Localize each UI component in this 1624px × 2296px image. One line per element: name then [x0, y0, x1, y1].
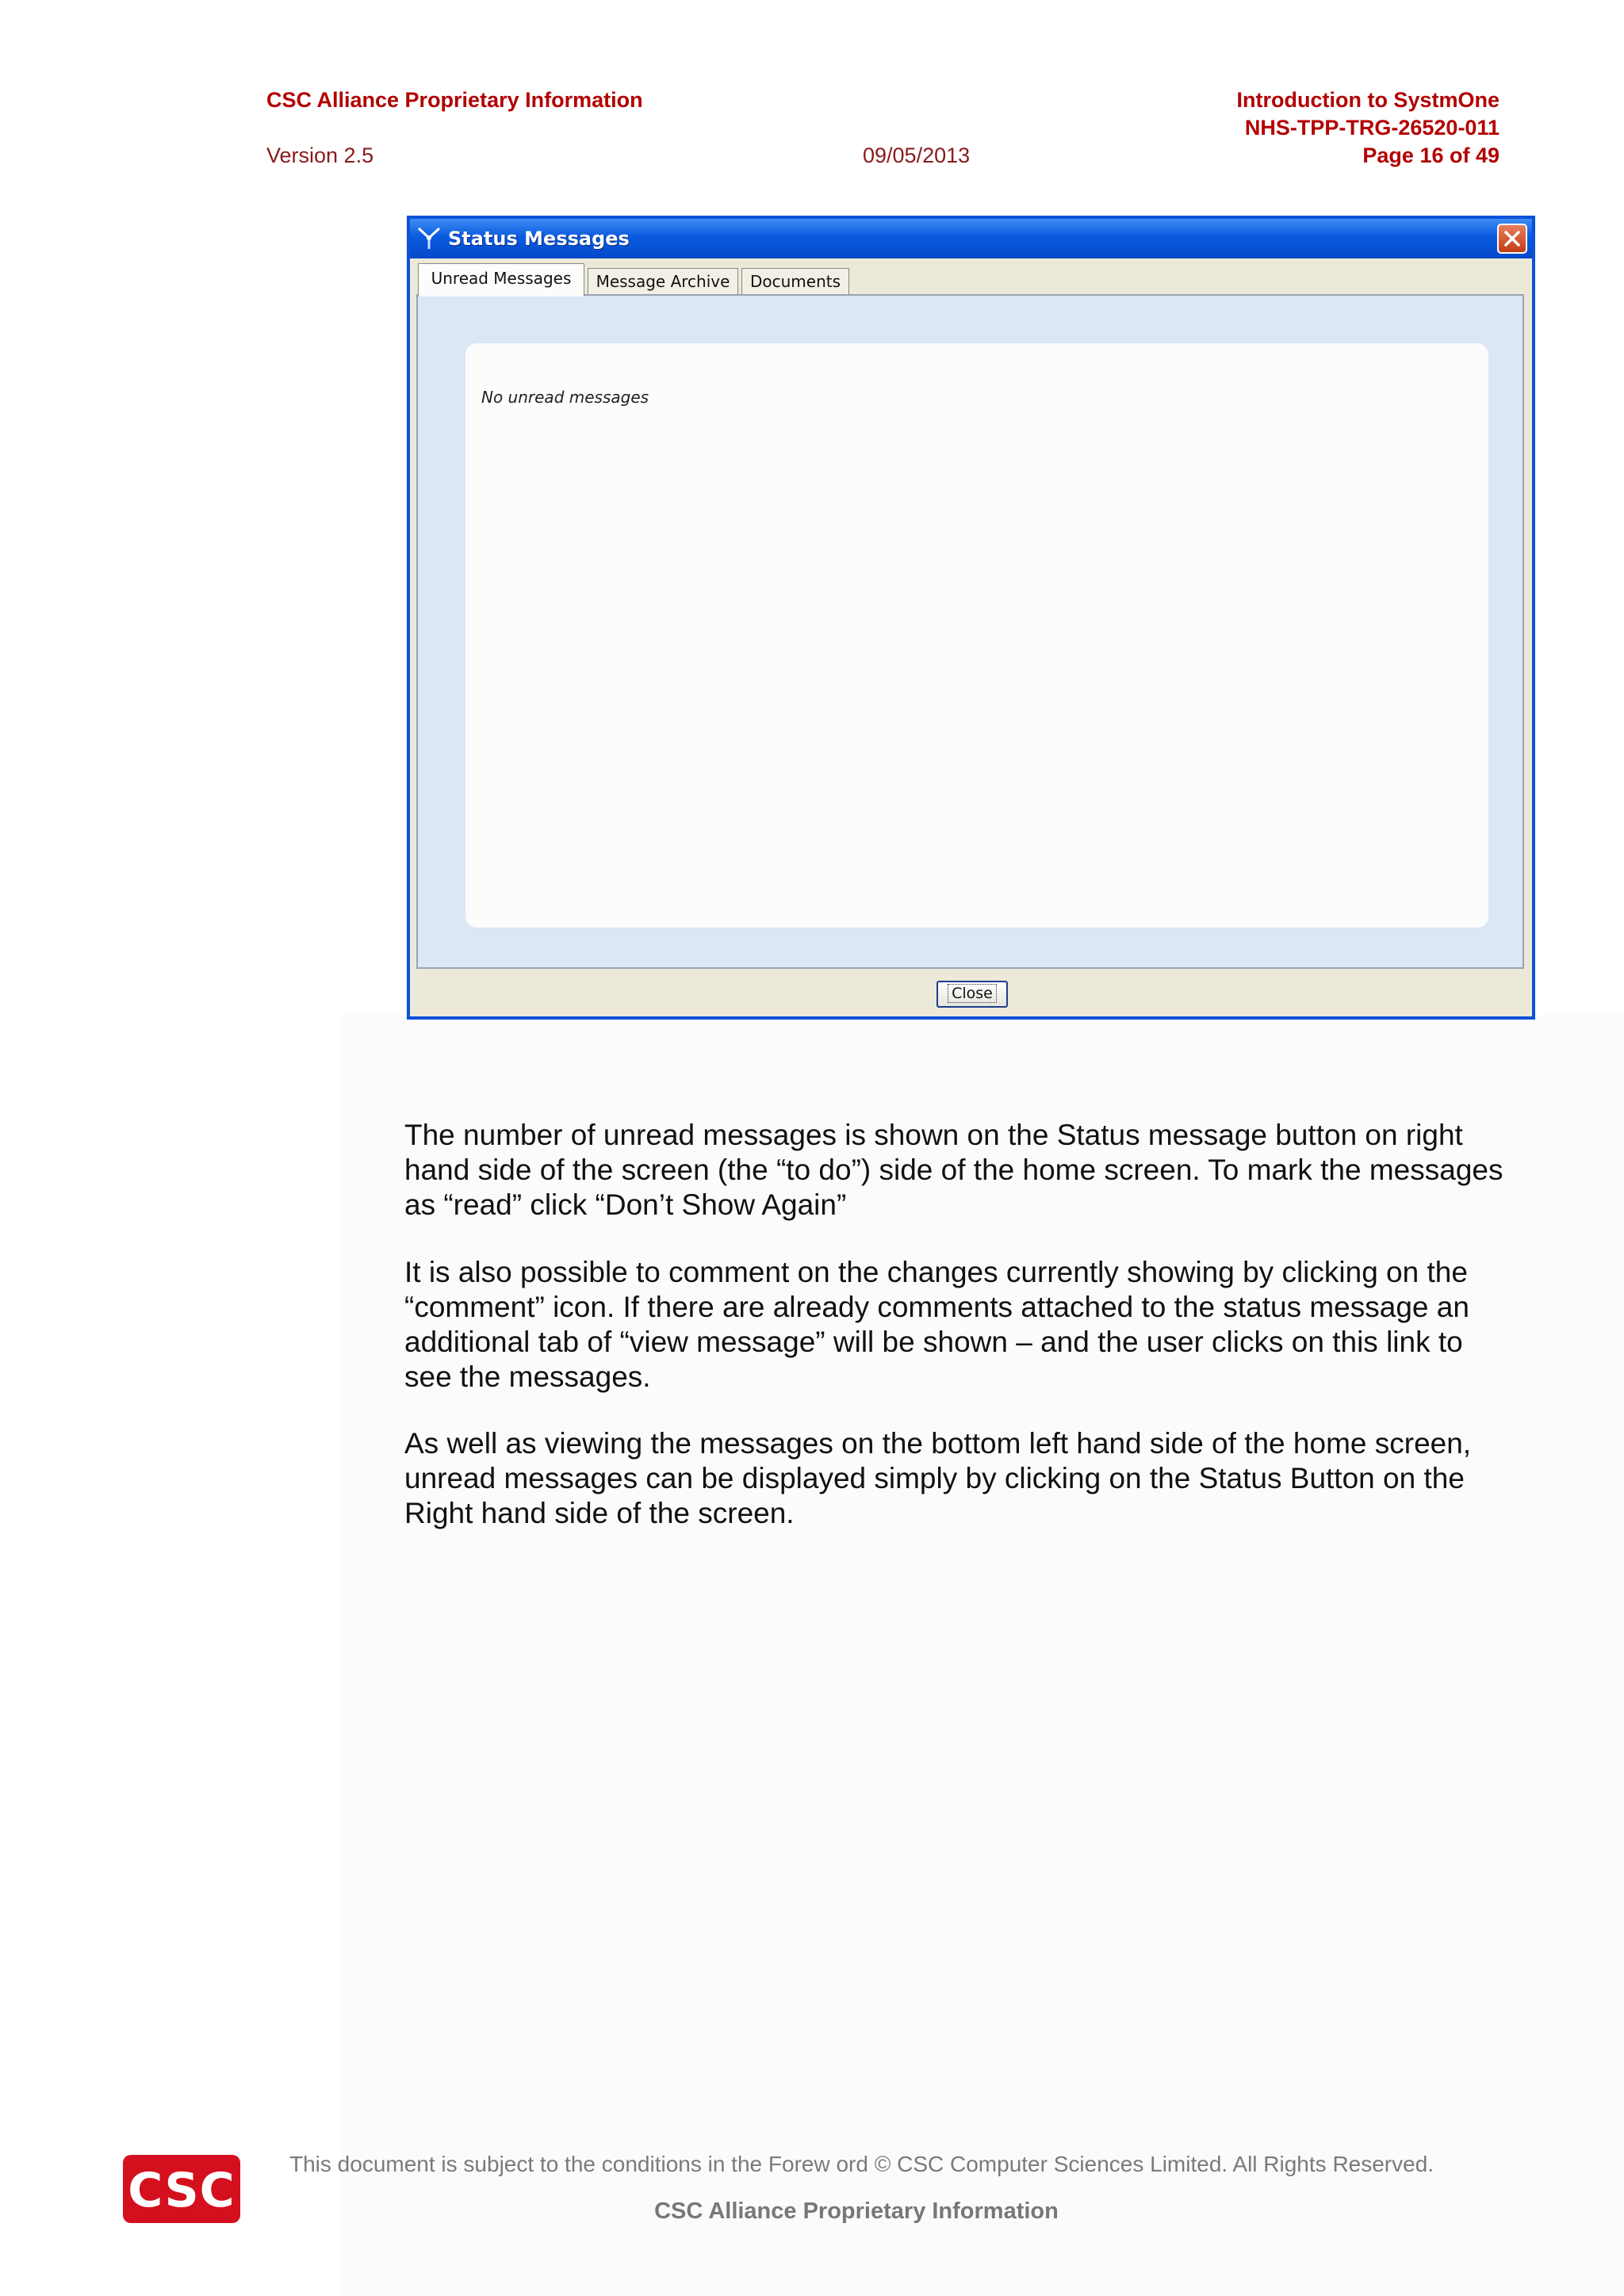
footer-notice: This document is subject to the conditions in the Forew ord © CSC Computer Sciences Limited. All Rights Reserved. [289, 2152, 1434, 2176]
paragraph: The number of unread messages is shown on the Status message button on right hand side of the screen (the “to do”) side of the home screen. To mark the messages as “read” click “Don’t Show Again” [404, 1119, 1503, 1221]
paragraph: As well as viewing the messages on the bottom left hand side of the home screen, unread messages can be displayed simply by clicking on the Status Button on the Right hand side of the screen. [404, 1427, 1472, 1529]
close-button[interactable] [936, 981, 1008, 1008]
status-messages-window [407, 216, 1535, 1020]
header-date: 09/05/2013 [863, 144, 971, 167]
header-doc-ref: NHS-TPP-TRG-26520-011 [1244, 116, 1500, 140]
csc-logo: CSC [123, 2155, 240, 2223]
footer-proprietary: CSC Alliance Proprietary Information [654, 2198, 1059, 2224]
window-titlebar[interactable] [410, 219, 1532, 258]
window-title: Status Messages [448, 228, 630, 250]
empty-state-text: No unread messages [481, 388, 649, 407]
header-right-title: Introduction to SystmOne [1236, 88, 1500, 112]
header-version: Version 2.5 [266, 144, 374, 167]
paragraph: It is also possible to comment on the changes currently showing by clicking on the “comment” icon. If there are already comments attached to the status message an additional tab of “view message” will be shown – and the user clicks on this link to see the messages. [404, 1256, 1469, 1393]
header-page-number: Page 16 of 49 [1362, 144, 1500, 167]
tab-unread-messages[interactable]: Unread Messages [418, 263, 584, 297]
close-button-label: Close [948, 985, 996, 1002]
messages-panel [416, 294, 1524, 969]
tab-documents[interactable]: Documents [741, 268, 849, 295]
status-messages-icon [416, 225, 442, 251]
message-area [465, 343, 1488, 928]
header-left-title: CSC Alliance Proprietary Information [266, 88, 643, 112]
tab-message-archive[interactable]: Message Archive [588, 268, 738, 295]
close-icon[interactable] [1497, 224, 1527, 254]
